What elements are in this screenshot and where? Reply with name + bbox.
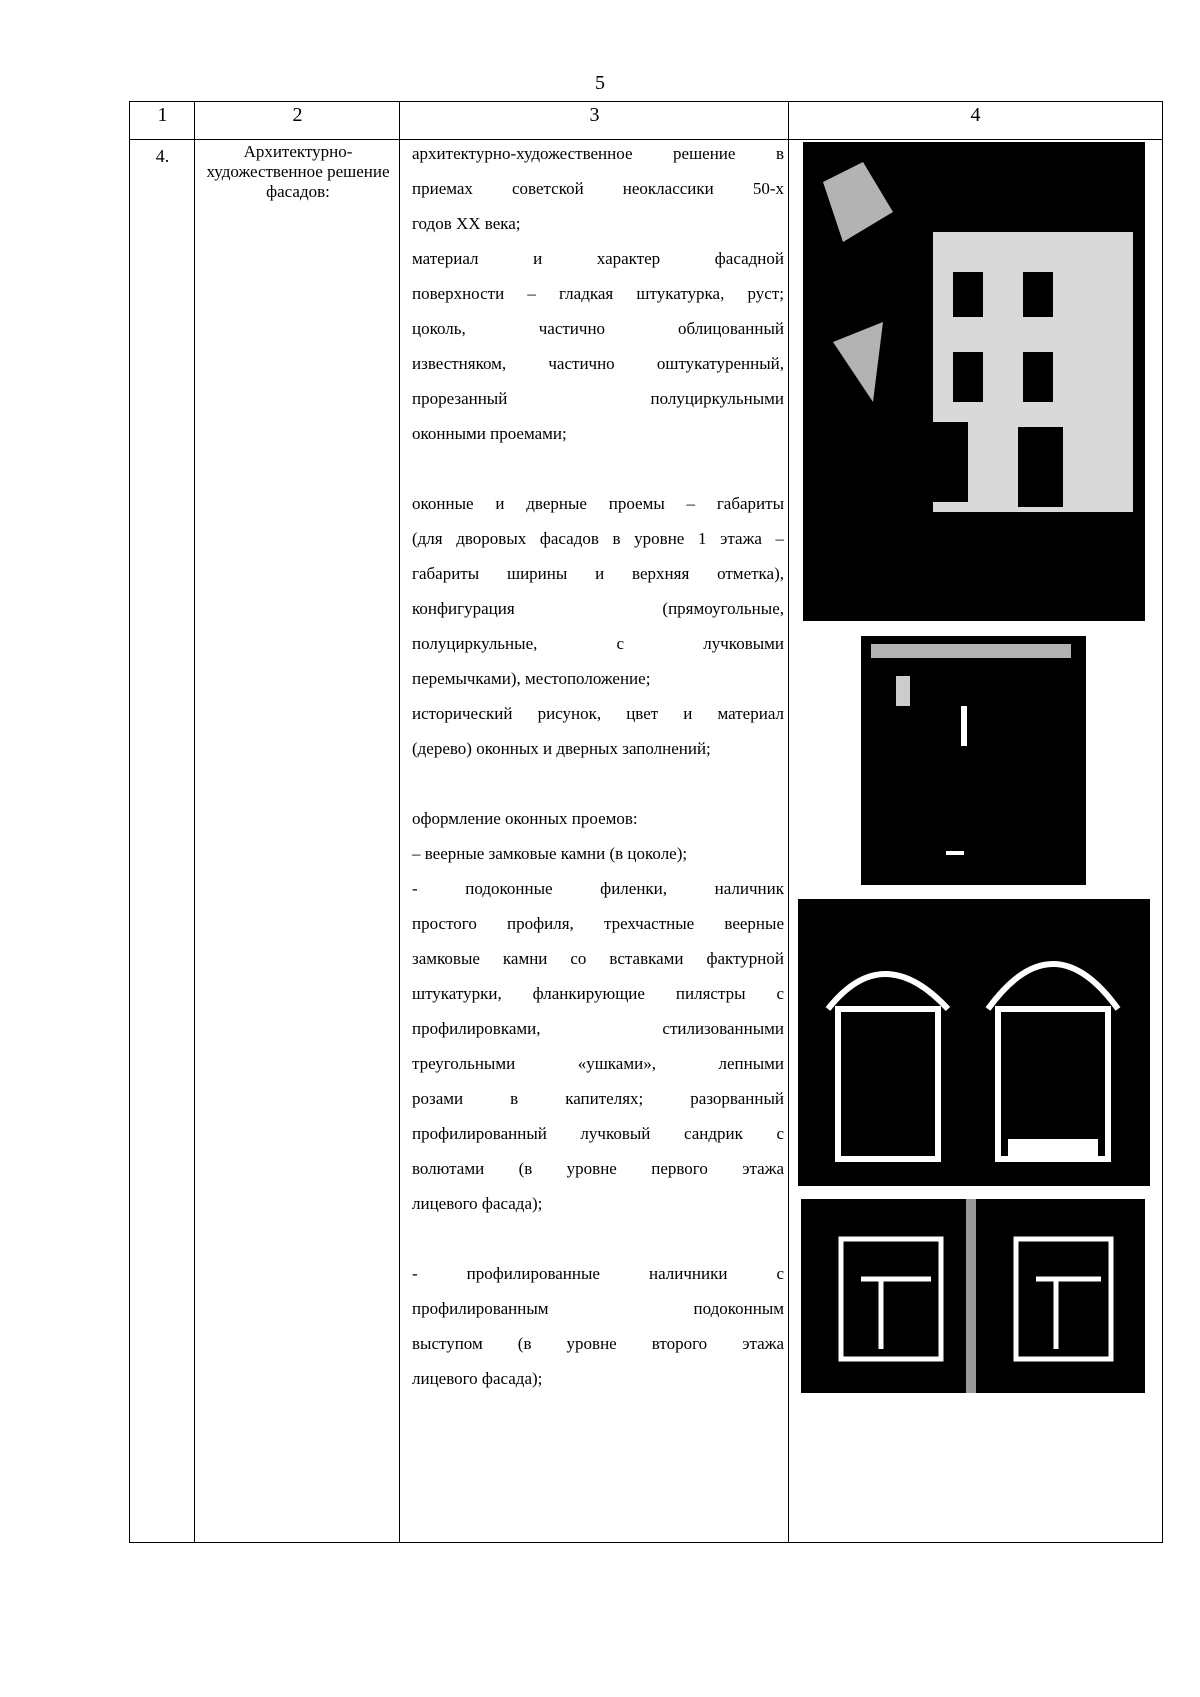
- description-line: профилированным подоконным: [412, 1299, 784, 1318]
- description-line: оконные и дверные проемы – габариты: [412, 494, 784, 513]
- column-divider: [399, 102, 400, 1542]
- header-col-3: 3: [589, 104, 600, 126]
- description-line: оформление оконных проемов:: [412, 809, 638, 828]
- description-line: - подоконные филенки, наличник: [412, 879, 784, 898]
- description-line: оконными проемами;: [412, 424, 567, 443]
- description-line: известняком, частично оштукатуренный,: [412, 354, 784, 373]
- row-description: [412, 142, 784, 1402]
- description-line: (для дворовых фасадов в уровне 1 этажа –: [412, 529, 784, 548]
- description-line: - профилированные наличники с: [412, 1264, 784, 1283]
- description-line: профилировками, стилизованными: [412, 1019, 784, 1038]
- description-line: [412, 457, 784, 492]
- description-line: цоколь, частично облицованный: [412, 319, 784, 338]
- description-line: перемычками), местоположение;: [412, 669, 651, 688]
- description-line: прорезанный полуциркульными: [412, 389, 784, 408]
- window-photo-basement: [861, 636, 1086, 885]
- description-line: замковые камни со вставками фактурной: [412, 949, 784, 968]
- row-title: Архитектурно-художественное решение фасадов:: [206, 142, 390, 201]
- description-line: штукатурки, фланкирующие пилястры с: [412, 984, 784, 1003]
- description-line: [412, 772, 784, 807]
- description-line: выступом (в уровне второго этажа: [412, 1334, 784, 1353]
- description-line: конфигурация (прямоугольные,: [412, 599, 784, 618]
- window-photo-first-floor: [798, 899, 1150, 1186]
- facade-photo-general: [803, 142, 1145, 621]
- header-col-1: 1: [157, 104, 168, 126]
- description-line: (дерево) оконных и дверных заполнений;: [412, 739, 711, 758]
- column-divider: [194, 102, 195, 1542]
- page-number: 5: [595, 72, 605, 94]
- description-line: [412, 1227, 784, 1262]
- description-line: архитектурно-художественное решение в: [412, 144, 784, 163]
- description-line: волютами (в уровне первого этажа: [412, 1159, 784, 1178]
- description-line: полуциркульные, с лучковыми: [412, 634, 784, 653]
- description-line: исторический рисунок, цвет и материал: [412, 704, 784, 723]
- header-divider: [130, 139, 1162, 140]
- header-col-2: 2: [292, 104, 303, 126]
- window-photo-second-floor: [801, 1199, 1145, 1393]
- description-line: треугольными «ушками», лепными: [412, 1054, 784, 1073]
- description-line: материал и характер фасадной: [412, 249, 784, 268]
- column-divider: [788, 102, 789, 1542]
- row-number: 4.: [155, 146, 170, 166]
- header-col-4: 4: [970, 104, 981, 126]
- description-line: лицевого фасада);: [412, 1194, 543, 1213]
- description-line: розами в капителях; разорванный: [412, 1089, 784, 1108]
- description-line: простого профиля, трехчастные веерные: [412, 914, 784, 933]
- description-line: приемах советской неоклассики 50-х: [412, 179, 784, 198]
- description-line: годов XX века;: [412, 214, 521, 233]
- description-line: лицевого фасада);: [412, 1369, 543, 1388]
- description-line: профилированный лучковый сандрик с: [412, 1124, 784, 1143]
- description-line: – веерные замковые камни (в цоколе);: [412, 844, 688, 863]
- description-line: габариты ширины и верхняя отметка),: [412, 564, 784, 583]
- description-line: поверхности – гладкая штукатурка, руст;: [412, 284, 784, 303]
